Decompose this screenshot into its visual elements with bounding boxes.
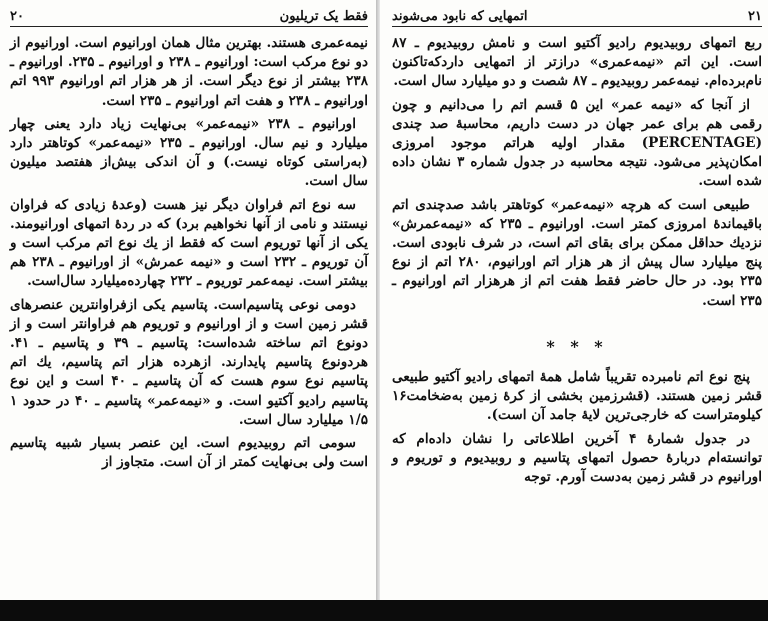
left-page (0, 0, 376, 600)
right-page-number: ۲۱ (748, 8, 762, 24)
left-page-number: ۲۰ (10, 8, 24, 24)
paragraph: در جدول شمارهٔ ۴ آخرین اطلاعاتی را نشان داده‌ام که توانسته‌ام دربارهٔ حصول اتمهای پتاسیم و روبیدیوم و توریوم و اورانیوم در قشر زمین به‌دست آورم. توجه (392, 430, 762, 486)
paragraph: طبیعی است که هرچه «نیمه‌عمر» کوتاهتر باشد صدچندی اتم باقیماندهٔ امروزی کمتر است. اورانیوم ـ ۲۳۵ که «نیمه‌عمرش» نزدیك حداقل ممکن برای بقای اتم است، در شرف نابودی است. پنج میلیارد سال پیش از هر هزار اتم اورانیوم، ۲۸۰ اتم از نوع ۲۳۵ بود. در حال حاضر فقط هفت اتم از هرهزار اتم اورانیوم ـ ۲۳۵ است. (392, 196, 762, 309)
left-running-title: فقط یک تریلیون (279, 8, 368, 24)
paragraph: سه نوع اتم فراوان دیگر نیز هست (وعدهٔ زیادی که فراوان نیستند و نامی از آنها نخواهیم برد) که در ردهٔ اتمهای اورانیومند. یکی از آنها توریوم است که فقط از یك نوع اتم مرکب است و آن توریوم ـ ۲۳۲ است و «نیمه عمرش» از اورانیوم ـ ۲۳۸ هم بیشتر است. نیمه‌عمر توریوم ـ ۲۳۲ چهارده‌میلیارد سال‌است. (10, 196, 368, 290)
left-page-body (10, 34, 368, 476)
paragraph: پنج نوع اتم نامبرده تقریباً شامل همهٔ اتمهای رادیو آکتیو طبیعی قشر زمین هستند. (قشرزمین بخشی از کرهٔ زمین به‌ضخامت۱۶ کیلومتراست که خارجی‌ترین لایهٔ جامد آن است). (392, 369, 762, 424)
right-page-body (392, 34, 762, 491)
right-running-title: اتمهایی که نابود می‌شوند (392, 8, 528, 24)
paragraph: از آنجا که «نیمه عمر» این ۵ قسم اتم را می‌دانیم و چون رقمی هم برای عمر جهان در دست داریم، محاسبهٔ صد چندی (PERCENTAGE) مقدار اولیه هراتم موجود امروزی امکان‌پذیر می‌شود. نتیجه محاسبه در جدول شماره ۳ نشان داده شده است. (392, 96, 762, 190)
paragraph: سومی اتم روبیدیوم است. این عنصر بسیار شبیه پتاسیم است ولی بی‌نهایت کمتر از آن است. متجاوز از (10, 435, 368, 471)
right-page (380, 0, 768, 600)
section-separator: * * * (546, 336, 608, 356)
paragraph: ربع اتمهای روبیدیوم رادیو آکتیو است و نامش روبیدیوم ـ ۸۷ است. این اتم «نیمه‌عمری» درازتر از اتمهایی داردکه‌تاکنون نام‌برده‌ام. نیمه‌عمر روبیدیوم ـ ۸۷ شصت و دو میلیارد سال است. (392, 35, 762, 90)
paragraph: دومی نوعی پتاسیم‌است. پتاسیم یکی ازفراوانترین عنصرهای قشر زمین است و از اورانیوم و توریوم هم فراوانتر است و از دونوع اتم ساخته شده‌است: پتاسیم ـ ۳۹ و پتاسیم ـ ۴۱. هردونوع پتاسیم پایدارند. ازهرده هزار اتم پتاسیم، یك اتم پتاسیم نوع سوم هست که آن پتاسیم ـ ۴۰ است و این نوع پتاسیم رادیو آکتیو است. و «نیمه‌عمر» پتاسیم ـ ۴۰ در حدود ۱ ۱/۵ میلیارد سال است. (10, 296, 368, 428)
left-page-header (10, 6, 368, 27)
right-page-header (392, 6, 762, 27)
paragraph: اورانیوم ـ ۲۳۸ «نیمه‌عمر» بی‌نهایت زیاد دارد یعنی چهار میلیارد و نیم سال. اورانیوم ـ ۲۳۵ «نیمه‌عمر» کوتاهتر دارد (به‌راستی کوتاه نیست.) و آن اندکی بیش‌از هفتصد میلیون سال است. (10, 115, 368, 190)
paragraph: نیمه‌عمری هستند. بهترین مثال همان اورانیوم است. اورانیوم از دو نوع مرکب است: اورانیوم ـ ۲۳۸ و اورانیوم ـ ۲۳۵. اورانیوم ـ ۲۳۸ بیشتر از نوع دیگر است. از هر هزار اتم اورانیوم ۹۹۳ اتم اورانیوم ـ ۲۳۸ و هفت اتم اورانیوم ـ ۲۳۵ است. (10, 35, 368, 109)
bottom-dark-band (0, 600, 768, 621)
